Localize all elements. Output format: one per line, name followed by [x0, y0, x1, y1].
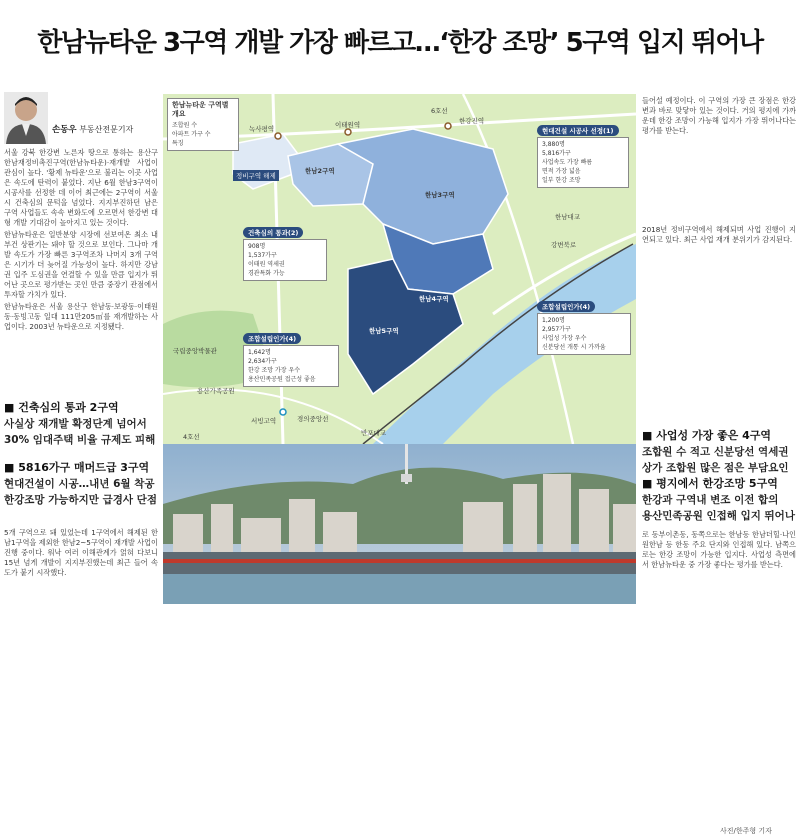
- label-line4: 4호선: [183, 433, 200, 441]
- info-line: 2,957가구: [542, 326, 571, 333]
- map-title: 한남뉴타운 구역별 개요: [172, 101, 229, 118]
- legend-item: 조합원 수: [172, 122, 198, 129]
- subhead-line: 한강과 구역내 변조 이전 합의: [642, 494, 779, 506]
- right-column-mid: 2018년 정비구역에서 해제되며 사업 진행이 지연되고 있다. 최근 사업 재개 분위기가 감지된다.: [642, 225, 796, 244]
- subhead-line: 상가 조합원 많은 점은 부담요인: [642, 462, 789, 474]
- subhead-title: 평지에서 한강조망 5구역: [656, 477, 778, 490]
- legend-item: 특징: [172, 140, 184, 147]
- left-column-lower: 5개 구역으로 돼 있었는데 1구역에서 해제된 한남1구역을 제외한 한남2~5구역이 재개발 사업이 진행 중이다. 워낙 여러 이해관계가 얽혀 다보니 15년 넘게 개발이 지지부진했는데 최근 들어 속도가 붙기 시작했다.: [4, 528, 158, 577]
- reporter-photo: [4, 92, 48, 144]
- info-line: 이태원 역세권: [248, 261, 285, 268]
- subhead-marker: ■: [642, 429, 653, 442]
- subhead-block-2: [4, 400, 160, 448]
- label-district2: 한남2구역: [305, 167, 335, 175]
- right-column-top: 들어설 예정이다. 이 구역의 가장 큰 장점은 한강변과 바로 맞닿아 있는 것이다. 거의 평지에 가까운데 한강 조망이 가능해 입지가 가장 뛰어나다는 평가를 받는다.: [642, 96, 796, 135]
- subhead-line: 용산민족공원 인접해 입지 뛰어나: [642, 510, 795, 522]
- label-hangangjin: 한강진역: [459, 117, 485, 125]
- subhead-title: 5816가구 매머드급 3구역: [18, 461, 150, 474]
- subhead-marker: ■: [642, 477, 653, 490]
- lead-paragraph: 서울 강북 한강변 노른자 땅으로 통하는 용산구 한남재정비촉진구역(한남뉴타운)·재개발 사업이 관심이 높다. '황제 뉴타운'으로 불리는 이곳 사업은 속도에 탄력이 붙었다. 지난 6월 한남3구역이 시공사를 선정한 데 이어 최근에는 2구역이 서울시 건축심의 문턱을 넘었다. 지지부진하던 남은 구역 사업들도 속속 변화도에 오르면서 한강변 대형 개발 기대감이 높아지고 있는 것이다.: [4, 148, 158, 227]
- lead-column: [4, 148, 158, 380]
- info-line: 5,816가구: [542, 150, 571, 157]
- info-box-head: 조합설립인가(4): [537, 301, 595, 312]
- label-district4: 한남4구역: [419, 295, 449, 303]
- subhead-marker: ■: [4, 401, 15, 414]
- subhead-title: 사업성 가장 좋은 4구역: [656, 429, 772, 442]
- lead-paragraph: 한남뉴타운은 서울 용산구 한남동·보광동·이태원동·동빙고동 일대 111만205㎡를 재개발하는 사업이다. 2003년 뉴타운으로 지정됐다.: [4, 302, 158, 331]
- hannam-photo: [163, 444, 636, 604]
- label-museum: 국립중앙박물관: [173, 347, 217, 355]
- reporter-name: 손동우: [52, 125, 77, 135]
- label-family-park: 용산가족공원: [197, 387, 235, 395]
- lead-paragraph: 한남뉴타운은 일반분양 시장에 선보여온 최소 내부건 상판기는 돼야 할 것으로 보인다. 그나마 개발 속도가 가장 빠른 3구역조차 나머지 3개 구역은 시기가 더 늦어질 가능성이 높다. 하지만 강남권 입주 도심권을 연결할 수 있을 만큼 입지가 뛰어난 곳으로 평가받는 곳인 만큼 중장기 관점에서 투자할 가치가 있다.: [4, 230, 158, 299]
- reporter-title: 부동산전문기자: [79, 125, 134, 134]
- district-map: [163, 94, 636, 444]
- label-seobinggo: 서빙고역: [251, 417, 277, 425]
- legend-item: 아파트 가구 수: [172, 131, 211, 138]
- label-district3: 한남3구역: [425, 191, 455, 199]
- info-line: 1,537가구: [248, 252, 277, 259]
- info-box-head: 조합설립인가(4): [243, 333, 301, 344]
- label-district5: 한남5구역: [369, 327, 399, 335]
- info-box-head: 현대건설 시공사 선정(1): [537, 125, 619, 136]
- label-noksapyeong: 녹사평역: [249, 125, 275, 133]
- info-box-district2: [243, 220, 327, 281]
- info-line: 3,880명: [542, 141, 565, 148]
- info-line: 경관특화 가능: [248, 270, 285, 277]
- info-box-district5: [243, 326, 339, 387]
- label-itaewon: 이태원역: [335, 121, 361, 129]
- info-line: 1,642명: [248, 349, 271, 356]
- label-gyeongui: 경의중앙선: [297, 415, 329, 423]
- subhead-line: 조합원 수 적고 신분당선 역세권: [642, 446, 789, 458]
- info-line: 신분당선 개통 시 가까움: [542, 344, 606, 351]
- info-box-district3: [537, 118, 629, 188]
- photo-credit: 사진/한주형 기자: [720, 827, 772, 835]
- info-box-head: 건축심의 통과(2): [243, 227, 303, 238]
- label-line6: 6호선: [431, 107, 448, 115]
- subhead-marker: ■: [4, 461, 15, 474]
- info-line: 1,200명: [542, 317, 565, 324]
- subhead-line: 30% 임대주택 비율 규제도 피해: [4, 434, 156, 446]
- subhead-line: 한강조망 가능하지만 급경사 단점: [4, 494, 157, 506]
- byline: [52, 123, 133, 135]
- subhead-line: 현대건설이 시공…내년 6월 착공: [4, 478, 155, 490]
- info-box-district4: [537, 294, 631, 355]
- info-line: 908명: [248, 243, 266, 250]
- info-line: 사업속도 가장 빠름: [542, 159, 593, 166]
- right-column-lower: 로 동부이촌동, 동쪽으로는 한남동 한남더힐·나인원한남 등 한동 주요 단지와 인접해 있다. 남쪽으로는 한강 조망이 가능한 입지다. 사업성 측면에서 한남뉴타운 중 가장 좋다는 평가를 받는다.: [642, 530, 796, 569]
- info-line: 일부 한강 조망: [542, 177, 581, 184]
- subhead-line: 사실상 재개발 확정단계 넘어서: [4, 418, 147, 430]
- subhead-title: 건축심의 통과 2구역: [18, 401, 119, 414]
- info-line: 면적 가장 넓음: [542, 168, 581, 175]
- headline: 한남뉴타운 3구역 개발 가장 빠르고…‘한강 조망’ 5구역 입지 뛰어나: [37, 28, 763, 58]
- label-district1-note: 정비구역 해제: [233, 170, 279, 181]
- label-gangbyeon: 강변북로: [551, 241, 577, 249]
- label-hannam-bridge: 한남대교: [555, 213, 581, 221]
- info-line: 사업성 가장 우수: [542, 335, 587, 342]
- subhead-block-5: [642, 476, 798, 524]
- subhead-block-3: [4, 460, 160, 508]
- label-banpo: 반포대교: [361, 429, 387, 437]
- info-line: 용산민족공원 접근성 좋음: [248, 376, 316, 383]
- map-legend: [167, 98, 239, 151]
- subhead-block-4: [642, 428, 798, 476]
- info-line: 2,634가구: [248, 358, 277, 365]
- info-line: 한강 조망 가장 우수: [248, 367, 301, 374]
